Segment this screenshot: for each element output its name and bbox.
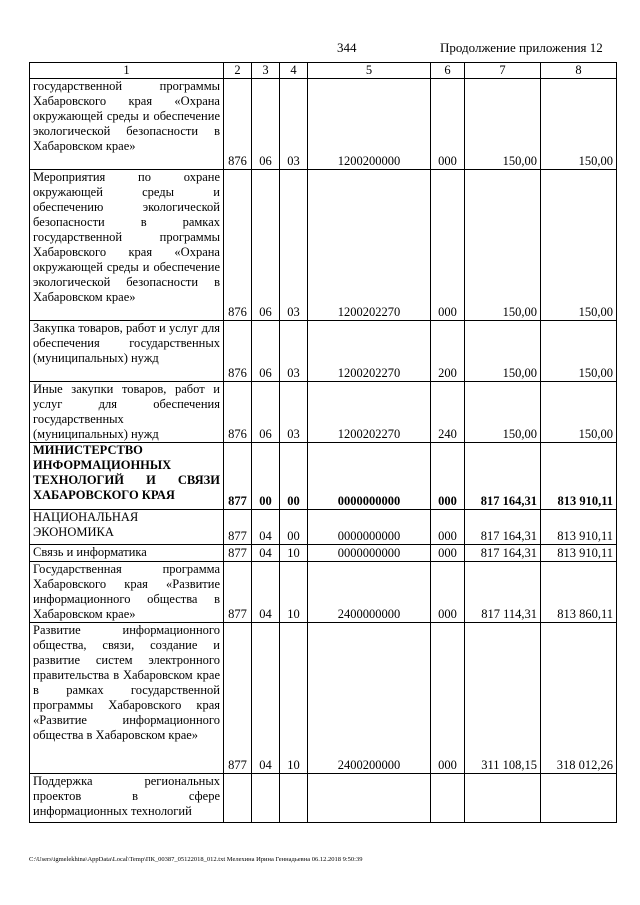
row-cell-c8: [541, 774, 617, 823]
row-cell-c6: 000: [431, 623, 465, 774]
row-cell-c2: 877: [224, 623, 252, 774]
row-cell-c4: 03: [280, 321, 308, 382]
row-name-cell: Поддержка региональных проектов в сфере информационных технологий: [30, 774, 224, 823]
row-name-cell: МИНИСТЕРСТВО ИНФОРМАЦИОННЫХ ТЕХНОЛОГИЙ И СВЯЗИ ХАБАРОВСКОГО КРАЯ: [30, 443, 224, 510]
table-row: [30, 774, 617, 823]
row-cell-c6: 000: [431, 510, 465, 545]
row-cell-c2: 876: [224, 321, 252, 382]
row-cell-c5: 0000000000: [308, 510, 431, 545]
row-name-cell: НАЦИОНАЛЬНАЯ ЭКОНОМИКА: [30, 510, 224, 545]
row-cell-c8: 150,00: [541, 170, 617, 321]
row-cell-c4: 03: [280, 79, 308, 170]
row-cell-c8: 813 910,11: [541, 545, 617, 562]
row-cell-c2: 876: [224, 170, 252, 321]
row-cell-c2: [224, 774, 252, 823]
budget-table: [29, 62, 617, 823]
continuation-label: Продолжение приложения 12: [440, 40, 603, 55]
column-header: 5: [308, 63, 431, 79]
row-cell-c6: 000: [431, 545, 465, 562]
row-cell-c3: [252, 774, 280, 823]
table-row: [30, 79, 617, 170]
row-cell-c8: 813 910,11: [541, 443, 617, 510]
row-cell-c7: 150,00: [465, 382, 541, 443]
row-cell-c3: 04: [252, 623, 280, 774]
column-header: 3: [252, 63, 280, 79]
row-cell-c3: 06: [252, 79, 280, 170]
row-cell-c5: 1200200000: [308, 79, 431, 170]
row-cell-c8: 150,00: [541, 321, 617, 382]
row-cell-c3: 06: [252, 321, 280, 382]
row-cell-c7: 311 108,15: [465, 623, 541, 774]
page-number: 344: [337, 40, 357, 55]
row-cell-c4: 10: [280, 545, 308, 562]
column-header: 6: [431, 63, 465, 79]
row-name-cell: Государственная программа Хабаровского края «Развитие информационного общества в Хабаровском крае»: [30, 562, 224, 623]
row-name-cell: Иные закупки товаров, работ и услуг для обеспечения государственных (муниципальных) нужд: [30, 382, 224, 443]
row-cell-c5: 1200202270: [308, 170, 431, 321]
table-row: [30, 562, 617, 623]
row-cell-c7: 817 164,31: [465, 510, 541, 545]
row-cell-c7: 150,00: [465, 170, 541, 321]
table-header-row: [30, 63, 617, 79]
row-cell-c5: 2400200000: [308, 623, 431, 774]
row-cell-c2: 877: [224, 562, 252, 623]
table-row: [30, 382, 617, 443]
row-cell-c5: 2400000000: [308, 562, 431, 623]
row-cell-c4: 00: [280, 443, 308, 510]
row-cell-c3: 04: [252, 545, 280, 562]
row-cell-c3: 00: [252, 443, 280, 510]
row-cell-c6: 000: [431, 443, 465, 510]
column-header: 7: [465, 63, 541, 79]
table-row: [30, 170, 617, 321]
row-cell-c6: 000: [431, 79, 465, 170]
row-cell-c8: 813 860,11: [541, 562, 617, 623]
row-cell-c2: 877: [224, 443, 252, 510]
row-cell-c8: 318 012,26: [541, 623, 617, 774]
row-cell-c5: 0000000000: [308, 545, 431, 562]
row-cell-c4: 00: [280, 510, 308, 545]
column-header: 1: [30, 63, 224, 79]
row-cell-c2: 876: [224, 382, 252, 443]
row-name-cell: Закупка товаров, работ и услуг для обеспечения государственных (муниципальных) нужд: [30, 321, 224, 382]
row-cell-c7: 817 114,31: [465, 562, 541, 623]
row-cell-c5: 0000000000: [308, 443, 431, 510]
row-cell-c2: 876: [224, 79, 252, 170]
row-cell-c5: 1200202270: [308, 321, 431, 382]
row-cell-c4: 10: [280, 562, 308, 623]
row-name-cell: Мероприятия по охране окружающей среды и обеспечению экологической безопасности в рамках государственной программы Хабаровского края «Охрана окружающей среды и обеспечение экологической безопасности в Хабаровском крае»: [30, 170, 224, 321]
row-name-cell: Связь и информатика: [30, 545, 224, 562]
row-cell-c3: 06: [252, 170, 280, 321]
row-cell-c6: [431, 774, 465, 823]
row-cell-c6: 000: [431, 170, 465, 321]
row-cell-c3: 04: [252, 562, 280, 623]
row-cell-c8: 150,00: [541, 79, 617, 170]
table-row: [30, 510, 617, 545]
row-cell-c3: 06: [252, 382, 280, 443]
column-header: 2: [224, 63, 252, 79]
row-cell-c8: 150,00: [541, 382, 617, 443]
row-cell-c6: 000: [431, 562, 465, 623]
row-name-cell: Развитие информационного общества, связи, создание и развитие систем электронного правительства в Хабаровском крае в рамках государственной программы Хабаровского края «Развитие информационного общества в Хабаровском крае»: [30, 623, 224, 774]
column-header: 4: [280, 63, 308, 79]
row-cell-c5: [308, 774, 431, 823]
row-cell-c4: [280, 774, 308, 823]
row-cell-c2: 877: [224, 510, 252, 545]
row-cell-c7: [465, 774, 541, 823]
row-cell-c7: 817 164,31: [465, 545, 541, 562]
row-cell-c4: 03: [280, 382, 308, 443]
row-cell-c6: 240: [431, 382, 465, 443]
table-row: [30, 545, 617, 562]
column-header: 8: [541, 63, 617, 79]
table-row: [30, 623, 617, 774]
row-cell-c7: 817 164,31: [465, 443, 541, 510]
row-cell-c5: 1200202270: [308, 382, 431, 443]
row-cell-c3: 04: [252, 510, 280, 545]
row-name-cell: государственной программы Хабаровского края «Охрана окружающей среды и обеспечение экологической безопасности в Хабаровском крае»: [30, 79, 224, 170]
table-row: [30, 443, 617, 510]
row-cell-c6: 200: [431, 321, 465, 382]
row-cell-c7: 150,00: [465, 321, 541, 382]
row-cell-c4: 10: [280, 623, 308, 774]
row-cell-c4: 03: [280, 170, 308, 321]
row-cell-c7: 150,00: [465, 79, 541, 170]
row-cell-c8: 813 910,11: [541, 510, 617, 545]
file-path-footer: C:\Users\igmelekhina\AppData\Local\Temp\ПК_00387_05122018_012.txt Мелехина Ирина Геннадьевна 06.12.2018 9:50:39: [29, 856, 363, 863]
table-row: [30, 321, 617, 382]
row-cell-c2: 877: [224, 545, 252, 562]
